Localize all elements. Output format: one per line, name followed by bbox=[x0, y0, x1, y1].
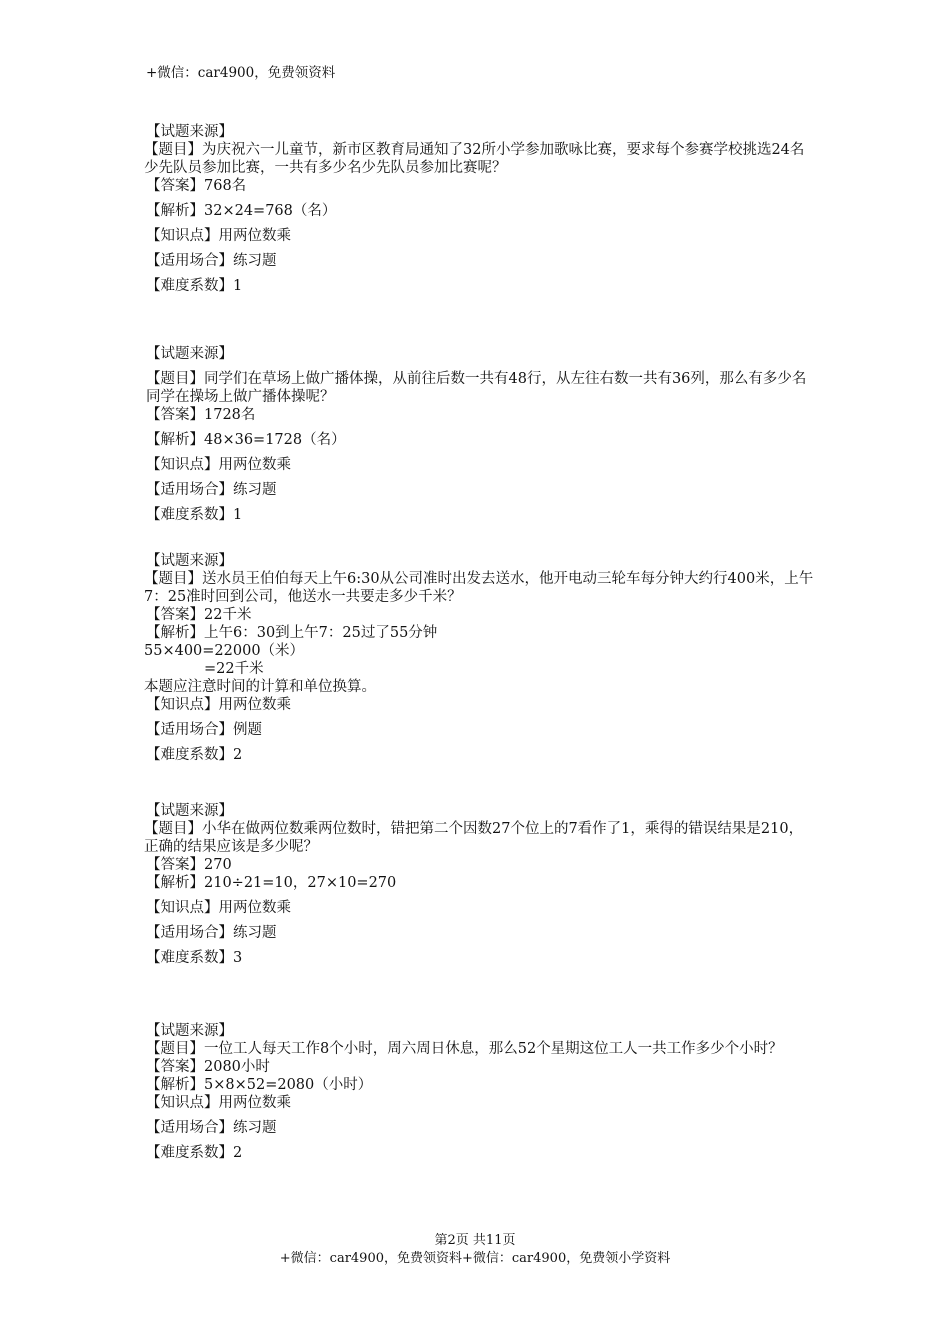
problem-scenario: 【适用场合】练习题 bbox=[146, 1120, 277, 1136]
problem-question: 【题目】小华在做两位数乘两位数时，错把第二个因数27个位上的7看作了1，乘得的错误结果是210，正确的结果应该是多少呢？ bbox=[144, 821, 804, 855]
problem-source: 【试题来源】 bbox=[146, 553, 233, 569]
page-number: 第2页 共11页 bbox=[434, 1233, 516, 1248]
problem-difficulty: 【难度系数】1 bbox=[146, 507, 243, 523]
problem-3 bbox=[146, 552, 814, 771]
problem-difficulty: 【难度系数】1 bbox=[146, 278, 243, 294]
problem-scenario: 【适用场合】练习题 bbox=[146, 253, 277, 269]
problem-answer: 【答案】270 bbox=[146, 857, 232, 873]
problem-difficulty: 【难度系数】2 bbox=[146, 747, 243, 763]
problem-4 bbox=[146, 802, 814, 974]
problem-analysis: 【解析】32×24=768（名） bbox=[146, 203, 337, 219]
problem-1 bbox=[146, 123, 814, 302]
problem-scenario: 【适用场合】例题 bbox=[146, 722, 262, 738]
page-header: +微信：car4900，免费领资料 bbox=[146, 65, 336, 81]
problem-source: 【试题来源】 bbox=[146, 124, 233, 140]
problem-answer: 【答案】2080小时 bbox=[146, 1059, 270, 1075]
page-footer: +微信：car4900，免费领资料+微信：car4900，免费领小学资料 bbox=[279, 1251, 671, 1266]
problem-knowledge-point: 【知识点】用两位数乘 bbox=[146, 228, 291, 244]
problem-scenario: 【适用场合】练习题 bbox=[146, 482, 277, 498]
problem-answer: 【答案】1728名 bbox=[146, 407, 256, 423]
problem-source: 【试题来源】 bbox=[146, 1023, 233, 1039]
problem-note: 本题应注意时间的计算和单位换算。 bbox=[144, 679, 376, 695]
problem-question: 【题目】同学们在草场上做广播体操，从前往后数一共有48行，从左往右数一共有36列，那么有多少名同学在操场上做广播体操呢？ bbox=[146, 371, 807, 405]
problem-difficulty: 【难度系数】3 bbox=[146, 950, 243, 966]
problem-question: 【题目】送水员王伯伯每天上午6:30从公司准时出发去送水，他开电动三轮车每分钟大约行400米，上午7：25准时回到公司，他送水一共要走多少千米？ bbox=[144, 571, 814, 605]
problem-question: 【题目】为庆祝六一儿童节，新市区教育局通知了32所小学参加歌咏比赛，要求每个参赛学校挑选24名少先队员参加比赛，一共有多少名少先队员参加比赛呢？ bbox=[144, 142, 805, 176]
problem-scenario: 【适用场合】练习题 bbox=[146, 925, 277, 941]
problem-knowledge-point: 【知识点】用两位数乘 bbox=[146, 697, 291, 713]
problem-analysis: 【解析】210÷21=10，27×10=270 bbox=[146, 875, 397, 891]
problem-question: 【题目】一位工人每天工作8个小时，周六周日休息，那么52个星期这位工人一共工作多少个小时？ bbox=[146, 1041, 783, 1057]
problem-knowledge-point: 【知识点】用两位数乘 bbox=[146, 900, 291, 916]
problem-analysis: 【解析】5×8×52=2080（小时） bbox=[146, 1077, 373, 1093]
problem-analysis-line-3: =22千米 bbox=[204, 661, 264, 677]
problem-answer: 【答案】22千米 bbox=[146, 607, 252, 623]
problem-knowledge-point: 【知识点】用两位数乘 bbox=[146, 457, 291, 473]
problem-5 bbox=[146, 1022, 814, 1169]
problem-answer: 【答案】768名 bbox=[146, 178, 247, 194]
problem-analysis-line-2: 55×400=22000（米） bbox=[144, 643, 305, 659]
problem-analysis: 【解析】48×36=1728（名） bbox=[146, 432, 346, 448]
problem-source: 【试题来源】 bbox=[146, 803, 233, 819]
problem-difficulty: 【难度系数】2 bbox=[146, 1145, 243, 1161]
problem-analysis: 【解析】上午6：30到上午7：25过了55分钟 bbox=[146, 625, 438, 641]
problem-source: 【试题来源】 bbox=[146, 346, 233, 362]
problem-2 bbox=[146, 345, 814, 531]
problem-knowledge-point: 【知识点】用两位数乘 bbox=[146, 1095, 291, 1111]
